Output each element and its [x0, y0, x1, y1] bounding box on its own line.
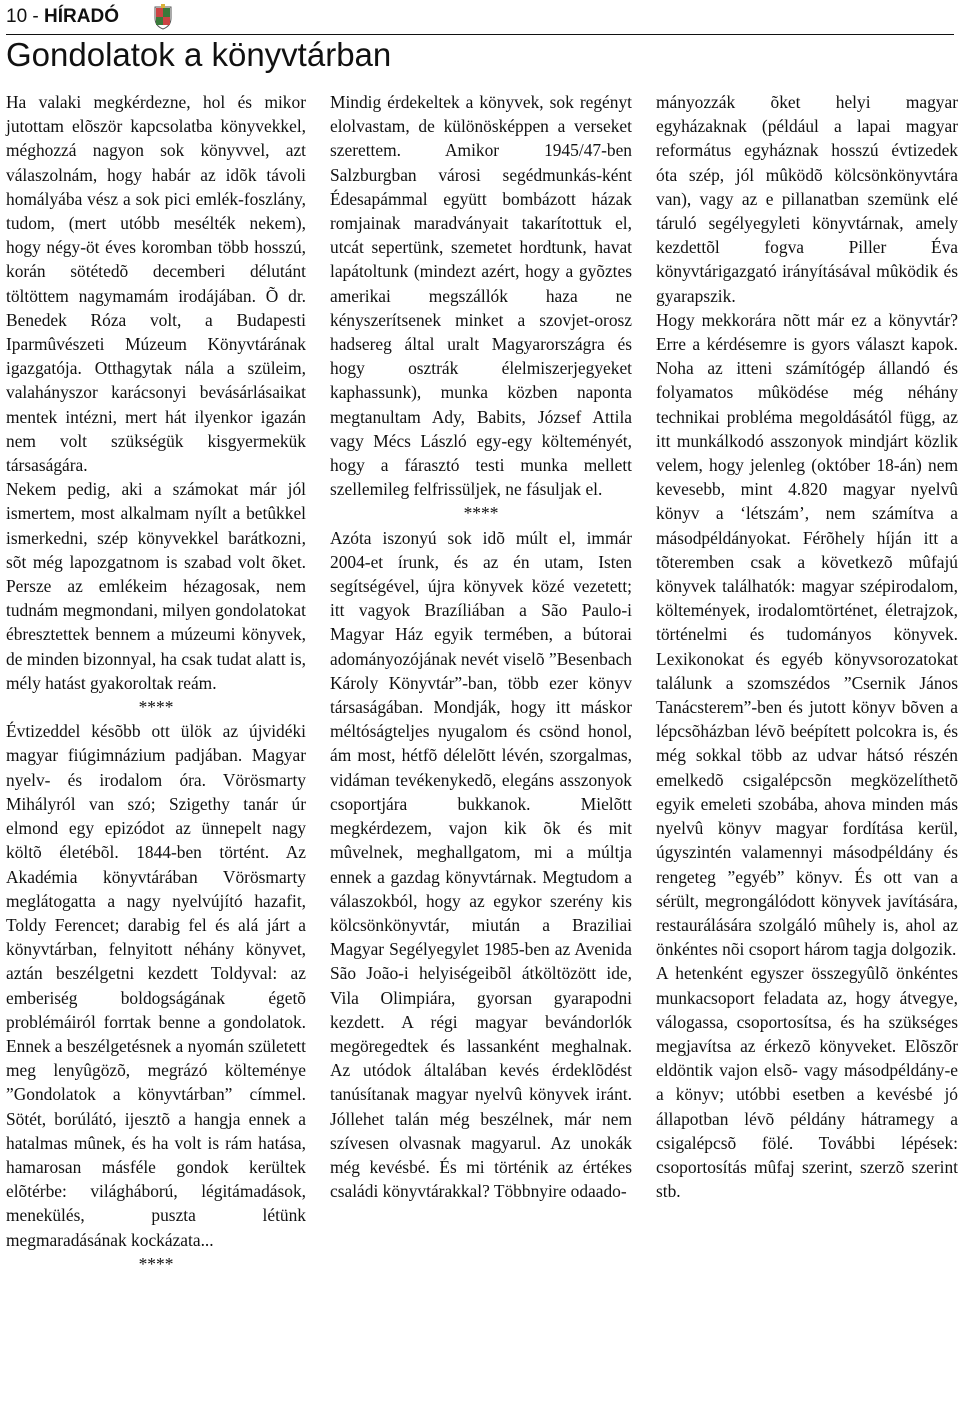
column-1 — [6, 90, 306, 1276]
section-break: **** — [138, 1253, 174, 1274]
section-break: **** — [463, 503, 499, 524]
paragraph: Azóta iszonyú sok idõ múlt el, immár 2004-et írunk, és az én utam, Isten segítségével, újra könyvek közé vezetett; itt vagyok Brazíliában a São Paulo-i Magyar Ház egyik termében, a bútorai adományozójának nevét viselõ ”Besenbach Károly Könyvtár”-ban, több ezer könyv társaságában. Mondják, hogy itt máskor méltóságteljes nyugalom és csönd honol, ám most, hétfõ délelõtt lévén, szorgalmas, vidáman tevékenykedõ, elegáns asszonyok csoportjára bukkanok. Mielõtt megkérdezem, vajon kik õk és mit mûvelnek, meghallgatom, mi a múltja ennek a gazdag könyvtárnak. Megtudom a válaszokból, hogy az egykor szerény kis kölcsönkönyvtár, miután a Braziliai Magyar Segélyegylet 1985-ben az Avenida São João-i helyiségeibõl átköltözött ide, Vila Olimpiára, gyorsan gyarapodni kezdett. A régi magyar bevándorlók megöregedtek és lassanként meghalnak. Az utódok általában kevés érdeklõdést tanúsítanak magyar nyelvû könyvek iránt. Jóllehet talán még beszélnek, már nem szívesen olvasnak magyarul. Az unokák még kevésbé. És mi történik az értékes családi könyvtárakkal? Többnyire odaado- — [330, 527, 632, 1202]
header-rule — [6, 34, 954, 35]
paragraph: A hetenként egyszer összegyûlõ önkéntes munkacsoport feladata az, hogy átvegye, válogassa, csoportosítsa, és ha szükséges megjavítsa az érkezõ könyveket. Elõszõr eldöntik vajon elsõ- vagy másodpéldány-e a könyv; utóbbi esetben a kevésbé jó állapotban lévõ példány hátramegy a csigalépcsõ fölé. További lépések: csoportosítás mûfaj szerint, szerzõ szerint stb. — [656, 963, 958, 1202]
paragraph: Hogy mekkorára nõtt már ez a könyvtár? Erre a kérdésemre is gyors választ kapok. Noha az itteni számítógép állandó és folyamatos mûködése még néhány technikai probléma megoldásától függ, az itt munkálkodó asszonyok mindjárt közlik velem, hogy jelenleg (október 18-án) nem kevesebb, mint 4.820 magyar nyelvû könyv a ‘létszám’, nem számítva a másodpéldányokat. Férõhely híján itt a tõteremben csak a következõ mûfajú könyvek találhatók: magyar szépirodalom, költemények, irodalomtörténet, életrajzok, történelmi és tudományos könyvek. Lexikonokat és egyéb könyvsorozatokat találunk a szomszédos ”Csernik János Tanácsterem”-ben és jutott könyv bõven a lépcsõházban lévõ beépített polcokra is, és még sokkal több az udvar hátsó részén emelkedõ csigalépcsõn megközelíthetõ egyik emeleti szobába, ahova minden más nyelvû könyv magyar fordítása kerül, úgyszintén valamennyi másodpéldány és rengeteg ”egyéb” könyv. És ott van a sérült, megrongálódott könyvek javítására, restaurálására szolgáló mûhely is, ahol az önkéntes nõi csoport három tagja dolgozik. — [656, 309, 958, 960]
section-break: **** — [138, 697, 174, 718]
column-2 — [330, 90, 632, 1203]
column-3 — [656, 90, 958, 1203]
article-title: Gondolatok a könyvtárban — [6, 36, 392, 73]
hungarian-emblem-icon — [152, 4, 174, 30]
paragraph: Ha valaki megkérdezne, hol és mikor jutottam elõször kapcsolatba könyvekkel, méghozzá nagyon sok könyvvel, azt válaszolnám, hogy habár az idõk távoli homályába vész a sok pici emlék-foszlány, tudom, (mert utóbb mesélték nekem), hogy négy-öt éves koromban több hosszú, korán sötétedõ decemberi délutánt töltöttem nagymamám irodájában. Õ dr. Benedek Róza volt, a Budapesti Iparmûvészeti Múzeum Könyvtárának igazgatója. Otthagytak nála a szüleim, valahányszor karácsonyi bevásárlásaikat mentek intézni, mert hát ilyenkor igazán nem volt szükségük kisgyermekük társaságára. — [6, 92, 306, 476]
header-separator: - — [27, 6, 45, 27]
page-number: 10 — [6, 6, 28, 27]
paragraph: mányozzák õket helyi magyar egyházaknak (például a lapai magyar református egyháznak hosszú évtizedek óta szép, jól mûködõ kölcsönkönyvtára van), vagy az e pillanatban szemünk elé táruló segélyegyleti könyvtárnak, amely kezdettõl fogva Piller Éva könyvtárigazgató irányításával mûködik és gyarapszik. — [656, 92, 958, 306]
page-header — [6, 2, 954, 38]
paragraph: Nekem pedig, aki a számokat már jól ismertem, most alkalmam nyílt a betûkkel ismerkedni, szép könyvekkel barátkozni, sõt még lapozgatnom is szabad volt õket. Persze az emlékeim hézagosak, nem tudnám megmondani, milyen gondolatokat ébresztettek bennem a múzeumi könyvek, de minden bizonnyal, ha csak tudat alatt is, mély hatást gyakoroltak reám. — [6, 479, 306, 693]
header-text — [6, 6, 119, 28]
paragraph: Mindig érdekeltek a könyvek, sok regényt elolvastam, de különösképpen a verseket szerettem. Amikor 1945/47-ben Salzburgban városi segédmunkás-ként Édesapámmal együtt bombázott házak romjainak maradványait takarítottuk el, utcát sepertünk, szemetet hordtunk, havat lapátoltunk (mindezt azért, hogy a gyõztes amerikai megszállók haza ne kényszerítsenek minket a szovjet-orosz hadsereg által uralt Magyarországra és hogy osztrák élelmiszerjegyeket kaphassunk), munka közben naponta megtanultam Ady, Babits, József Attila vagy Mécs László egy-egy költeményét, hogy a fárasztó testi munka mellett szellemileg felfrissüljek, ne fásuljak el. — [330, 92, 632, 500]
paragraph: Évtizeddel késõbb ott ülök az újvidéki magyar fiúgimnázium padjában. Magyar nyelv- és irodalom óra. Vörösmarty Mihályról van szó; Szigethy tanár úr elmond egy epizódot az ünnepelt nagy költõ életébõl. 1844-ben történt. Az Akadémia könyvtárában Vörösmarty meglátogatta a nagy nyelvújító hazafit, Toldy Ferencet; darabig fel és alá járt a könyvtárban, felnyitott néhány könyvet, aztán beszélgetni kezdett Toldyval: az emberiség boldogságának égetõ problémáiról forrtak benne a gondolatok. Ennek a beszélgetésnek a nyomán született meg lenyûgözõ, megrázó költeménye ”Gondolatok a könyvtárban” címmel. Sötét, borúlátó, ijesztõ a hangja ennek a hatalmas mûnek, és ha volt is rám hatása, hamarosan másféle gondok kerültek elõtérbe: világháború, légitámadások, menekülés, puszta létünk megmaradásának kockázata... — [6, 721, 306, 1250]
section-name: HÍRADÓ — [44, 6, 119, 27]
